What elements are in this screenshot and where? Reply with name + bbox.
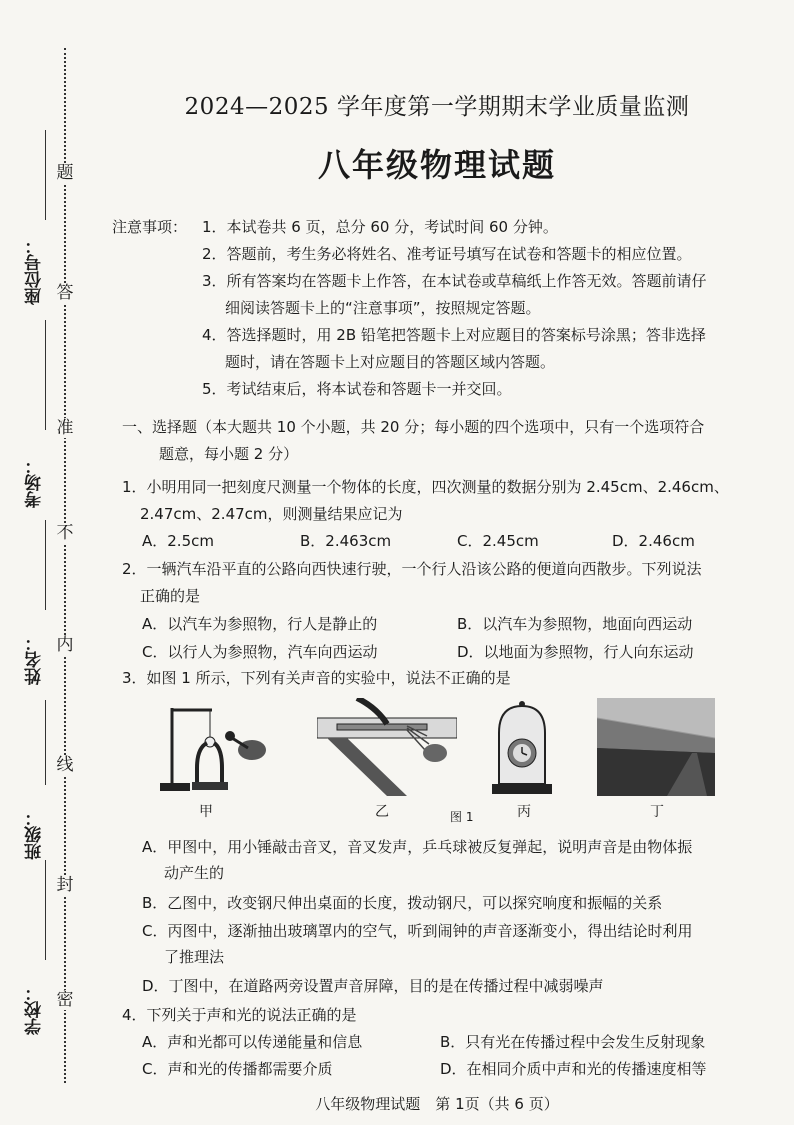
- figure-tuning-fork: [152, 698, 272, 796]
- fig-label-yi: 乙: [375, 804, 389, 820]
- q2-option-d: D．以地面为参照物，行人向东运动: [457, 643, 694, 661]
- seal-dotted-line: [64, 48, 66, 1083]
- q1-option-d: D．2.46cm: [612, 532, 695, 550]
- q1-option-a: A．2.5cm: [142, 532, 214, 550]
- q3-option-d: D．丁图中，在道路两旁设置声音屏障，目的是在传播过程中减弱噪声: [142, 977, 604, 995]
- page-footer: 八年级物理试题 第 1页（共 6 页）: [315, 1095, 559, 1113]
- field-line: [45, 520, 46, 610]
- q3-option-a: A．甲图中，用小锤敲击音叉，音叉发声，乒乓球被反复弹起，说明声音是由物体振: [142, 838, 693, 856]
- q4-option-d: D．在相同介质中声和光的传播速度相等: [440, 1060, 707, 1078]
- notice-item: 4．答选择题时，用 2B 铅笔把答题卡上对应题目的答案标号涂黑；答非选择: [202, 326, 706, 344]
- q2-option-b: B．以汽车为参照物，地面向西运动: [457, 615, 693, 633]
- notice-item: 3．所有答案均在答题卡上作答，在本试卷或草稿纸上作答无效。答题前请仔: [202, 272, 707, 290]
- field-school: 学校：: [25, 984, 45, 1035]
- exam-title: 2024—2025 学年度第一学期期末学业质量监测: [184, 94, 690, 120]
- q3-option-a-cont: 动产生的: [164, 864, 225, 882]
- seal-char: 内: [56, 635, 74, 655]
- question-4: 4．下列关于声和光的说法正确的是: [122, 1006, 357, 1024]
- field-line: [45, 130, 46, 220]
- notice-label: 注意事项：: [112, 218, 188, 236]
- seal-char: 线: [56, 755, 74, 775]
- notice-item: 2．答题前，考生务必将姓名、准考证号填写在试卷和答题卡的相应位置。: [202, 245, 692, 263]
- exam-subtitle: 八年级物理试题: [317, 146, 556, 184]
- field-class: 班级：: [25, 809, 45, 860]
- question-1-cont: 2.47cm、2.47cm，则测量结果应记为: [140, 505, 403, 523]
- notice-item: 1．本试卷共 6 页，总分 60 分，考试时间 60 分钟。: [202, 218, 558, 236]
- seal-char: 准: [56, 418, 74, 438]
- binding-margin: [0, 0, 86, 1125]
- section-heading: 题意，每小题 2 分）: [159, 445, 299, 463]
- field-line: [45, 860, 46, 960]
- question-1: 1．小明用同一把刻度尺测量一个物体的长度，四次测量的数据分别为 2.45cm、2.46cm、: [122, 478, 729, 496]
- notice-item: 题时，请在答题卡上对应题目的答题区域内答题。: [225, 353, 556, 371]
- figure-steel-ruler: [317, 698, 457, 796]
- fig-caption: 图 1: [450, 810, 474, 824]
- seal-char: 题: [56, 163, 74, 183]
- section-heading: 一、选择题（本大题共 10 个小题，共 20 分；每小题的四个选项中，只有一个选项符合: [122, 418, 705, 436]
- fig-label-jia: 甲: [199, 804, 213, 820]
- seal-char: 不: [56, 523, 74, 543]
- question-2-cont: 正确的是: [140, 587, 201, 605]
- q4-option-c: C．声和光的传播都需要介质: [142, 1060, 333, 1078]
- notice-item: 5．考试结束后，将本试卷和答题卡一并交回。: [202, 380, 512, 398]
- field-line: [45, 320, 46, 430]
- seal-char: 答: [56, 283, 74, 303]
- q2-option-c: C．以行人为参照物，汽车向西运动: [142, 643, 378, 661]
- seal-char: 密: [56, 990, 74, 1010]
- seal-char: 封: [56, 875, 74, 895]
- figure-bell-jar: [487, 698, 557, 796]
- figure-sound-barrier: [597, 698, 715, 796]
- notice-item: 细阅读答题卡上的“注意事项”，按照规定答题。: [225, 299, 541, 317]
- field-exam-room: 考场：: [25, 457, 45, 508]
- q2-option-a: A．以汽车为参照物，行人是静止的: [142, 615, 378, 633]
- q1-option-b: B．2.463cm: [300, 532, 392, 550]
- q4-option-b: B．只有光在传播过程中会发生反射现象: [440, 1033, 706, 1051]
- question-2: 2．一辆汽车沿平直的公路向西快速行驶，一个行人沿该公路的便道向西散步。下列说法: [122, 560, 702, 578]
- field-line: [45, 700, 46, 785]
- field-name: 姓名：: [25, 634, 45, 685]
- question-3: 3．如图 1 所示，下列有关声音的实验中，说法不正确的是: [122, 669, 511, 687]
- field-seat-number: 座位号：: [25, 237, 45, 305]
- q1-option-c: C．2.45cm: [457, 532, 539, 550]
- fig-label-ding: 丁: [650, 804, 664, 820]
- q4-option-a: A．声和光都可以传递能量和信息: [142, 1033, 363, 1051]
- q3-option-b: B．乙图中，改变钢尺伸出桌面的长度，拨动钢尺，可以探究响度和振幅的关系: [142, 894, 663, 912]
- fig-label-bing: 丙: [517, 804, 531, 820]
- q3-option-c: C．丙图中，逐渐抽出玻璃罩内的空气，听到闹钟的声音逐渐变小，得出结论时利用: [142, 922, 693, 940]
- q3-option-c-cont: 了推理法: [164, 948, 225, 966]
